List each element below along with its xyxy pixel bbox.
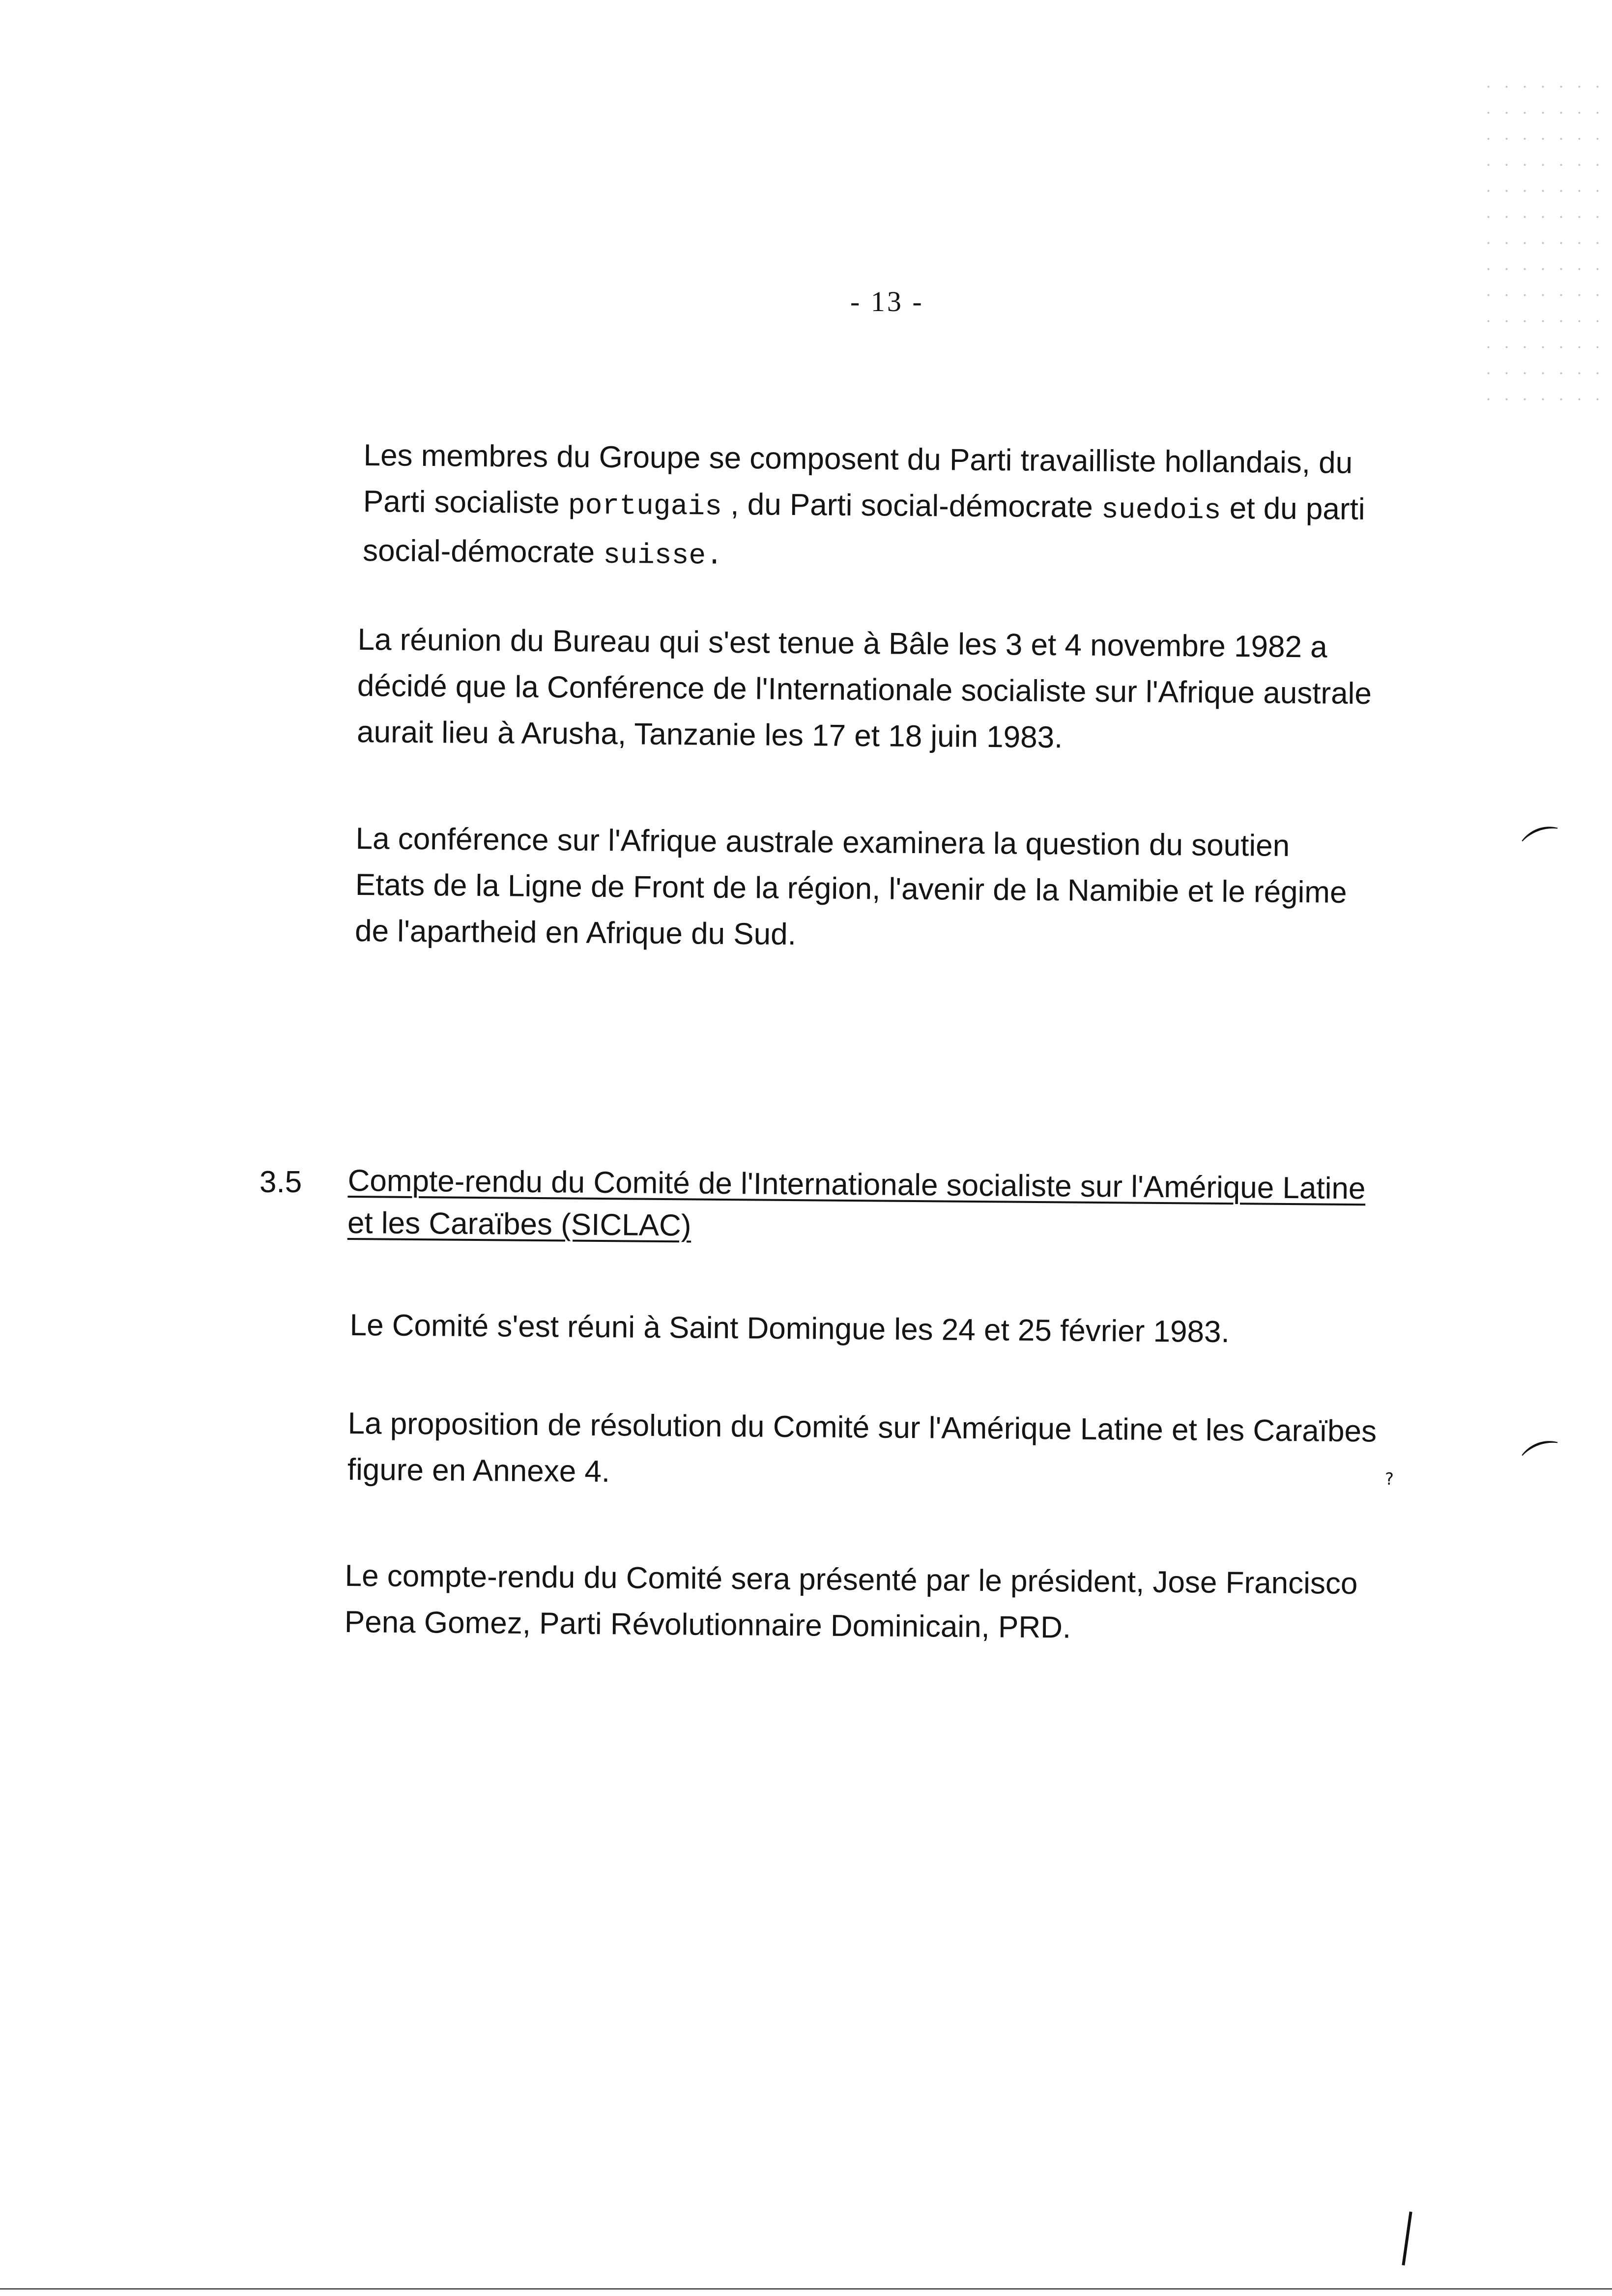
paragraph-line — [363, 479, 1365, 536]
paragraph-bureau-meeting — [357, 617, 1372, 763]
handwritten-tick-mark — [1402, 2211, 1412, 2266]
paragraph-line: décidé que la Conférence de l'Internationale socialiste sur l'Afrique australe — [357, 668, 1372, 711]
typed-insert: suisse. — [603, 539, 723, 573]
paragraph-resolution-proposal — [347, 1401, 1377, 1501]
section-heading — [347, 1160, 1473, 1253]
paragraph-southern-africa-conference — [355, 816, 1348, 962]
paragraph-line: de l'apartheid en Afrique du Sud. — [354, 914, 797, 952]
page-number: - 13 - — [850, 286, 924, 317]
text-run: social-démocrate — [362, 533, 604, 570]
section-number: 3.5 — [259, 1165, 302, 1199]
text-run: et du parti — [1221, 491, 1365, 527]
paragraph-line: Pena Gomez, Parti Révolutionnaire Dominicain, PRD. — [344, 1605, 1071, 1645]
paragraph-report-presentation — [345, 1553, 1358, 1653]
section-heading-line: Compte-rendu du Comité de l'Internationale socialiste sur l'Amérique Latine — [347, 1163, 1366, 1206]
paragraph-line: La proposition de résolution du Comité sur l'Amérique Latine et les Caraïbes — [347, 1406, 1377, 1449]
margin-question-mark: ? — [1385, 1469, 1394, 1489]
typed-insert: portugais — [568, 490, 722, 523]
paragraph-line — [363, 528, 1365, 585]
paragraph-committee-meeting — [349, 1302, 1230, 1355]
paragraph-line: Etats de la Ligne de Front de la région, l'avenir de la Namibie et le régime — [355, 867, 1347, 910]
paragraph-line: Les membres du Groupe se composent du Parti travailliste hollandais, du — [363, 438, 1353, 480]
scan-noise — [1479, 74, 1602, 418]
paragraph-line: figure en Annexe 4. — [347, 1452, 610, 1489]
scan-edge-line — [0, 2288, 1612, 2290]
paragraph-group-members — [363, 432, 1366, 585]
section-heading-line: et les Caraïbes (SICLAC) — [347, 1205, 691, 1243]
margin-hook-mark: ⌒ — [1518, 819, 1571, 876]
paragraph-line: aurait lieu à Arusha, Tanzanie les 17 et 18 juin 1983. — [356, 715, 1063, 755]
text-run: , du Parti social-démocrate — [721, 487, 1102, 524]
paragraph-line: Le Comité s'est réuni à Saint Domingue les 24 et 25 février 1983. — [349, 1308, 1230, 1349]
margin-hook-mark: ⌒ — [1518, 1433, 1571, 1490]
paragraph-line: La réunion du Bureau qui s'est tenue à Bâle les 3 et 4 novembre 1982 a — [357, 622, 1327, 664]
paragraph-line: Le compte-rendu du Comité sera présenté par le président, Jose Francisco — [345, 1558, 1358, 1601]
typed-insert: suedois — [1101, 494, 1221, 527]
text-run: Parti socialiste — [363, 484, 569, 520]
paragraph-line: La conférence sur l'Afrique australe examinera la question du soutien — [355, 821, 1290, 863]
